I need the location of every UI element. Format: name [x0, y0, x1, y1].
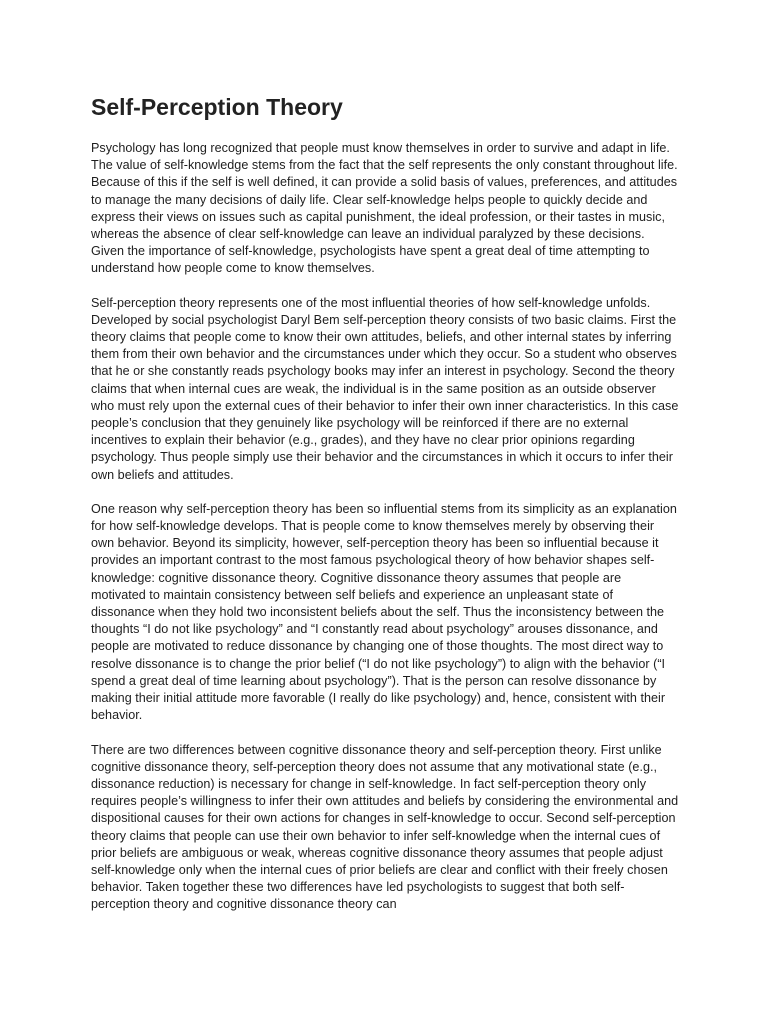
document-title: Self-Perception Theory: [91, 94, 343, 120]
paragraph-4: There are two differences between cognitive dissonance theory and self-perception theory. First unlike cognitive dissonance theory, self-perception theory does not assume that any motivational state (e.g., dissonance reduction) is necessary for change in self-knowledge. In fact self-perception theory only requires people’s willingness to infer their own attitudes and beliefs by considering the environmental and dispositional causes for their own actions for changes in self-knowledge to occur. Second self-perception theory claims that people can use their own behavior to infer self-knowledge when the internal cues of prior beliefs are ambiguous or weak, whereas cognitive dissonance theory assumes that people adjust self-knowledge only when the internal cues of prior beliefs are clear and conflict with their freely chosen behavior. Taken together these two differences have led psychologists to suggest that both self-perception theory and cognitive dissonance theory can: [91, 742, 679, 912]
paragraph-1: Psychology has long recognized that people must know themselves in order to survive and adapt in life. The value of self-knowledge stems from the fact that the self represents the only constant throughout life. Because of this if the self is well defined, it can provide a solid basis of values, preferences, and attitudes to manage the many decisions of daily life. Clear self-knowledge helps people to quickly decide and express their views on issues such as capital punishment, the ideal profession, or their tastes in music, whereas the absence of clear self-knowledge can leave an individual paralyzed by these decisions. Given the importance of self-knowledge, psychologists have spent a great deal of time attempting to understand how people come to know themselves.: [91, 141, 678, 276]
paragraph-2: Self-perception theory represents one of the most influential theories of how self-knowledge unfolds. Developed by social psychologist Daryl Bem self-perception theory consists of two basic claims. First the theory claims that people come to know their own attitudes, beliefs, and other internal states by inferring them from their own behavior and the circumstances under which they occur. So a student who observes that he or she constantly reads psychology books may infer an interest in psychology. Second the theory claims that when internal cues are weak, the individual is in the same position as an outside observer who must rely upon the external cues of their behavior to infer their own inner characteristics. In this case people’s conclusion that they genuinely like psychology will be reinforced if there are no external incentives to explain their behavior (e.g., grades), and they have no clear prior opinions regarding psychology. Thus people simply use their behavior and the circumstances in which it occurs to infer their own beliefs and attitudes.: [91, 295, 679, 482]
document-page: [91, 92, 679, 931]
paragraph-3: One reason why self-perception theory has been so influential stems from its simplicity as an explanation for how self-knowledge develops. That is people come to know themselves merely by observing their own behavior. Beyond its simplicity, however, self-perception theory has been so influential because it provides an important contrast to the most famous psychological theory of how behavior shapes self-knowledge: cognitive dissonance theory. Cognitive dissonance theory assumes that people are motivated to maintain consistency between self beliefs and experience an unpleasant state of dissonance when they hold two inconsistent beliefs about the self. Thus the inconsistency between the thoughts “I do not like psychology” and “I constantly read about psychology” arouses dissonance, and people are motivated to reduce dissonance by changing one of those thoughts. The most direct way to resolve dissonance is to change the prior belief (“I do not like psychology”) to align with the behavior (“I spend a great deal of time learning about psychology”). That is the person can resolve dissonance by making their initial attitude more favorable (I really do like psychology) and, hence, consistent with their behavior.: [91, 501, 677, 723]
